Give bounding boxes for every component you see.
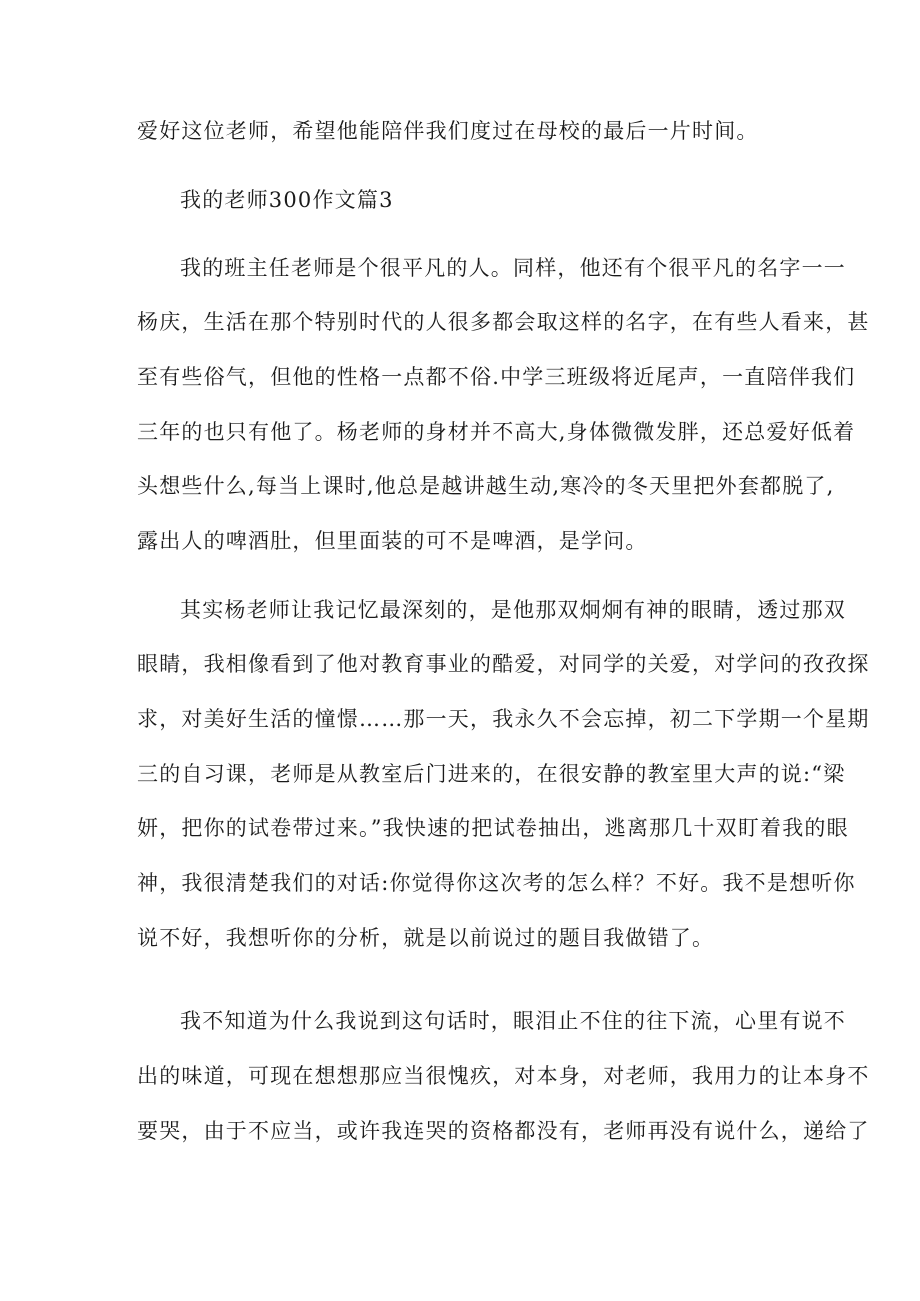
- text-line: 妍，把你的试卷带过来。”我快速的把试卷抽出，逃离那几十双盯着我的眼: [137, 816, 849, 840]
- text-line: 三年的也只有他了。杨老师的身材并不高大,身体微微发胖，还总爱好低着: [137, 420, 856, 444]
- text-line: 杨庆，生活在那个特别时代的人很多都会取这样的名字，在有些人看来，甚: [137, 310, 870, 334]
- text-line: 我不知道为什么我说到这句话时，眼泪止不住的往下流，心里有说不: [180, 1009, 846, 1033]
- text-line: 爱好这位老师，希望他能陪伴我们度过在母校的最后一片时间。: [137, 119, 759, 143]
- text-line: 露出人的啤酒肚，但里面装的可不是啤酒，是学问。: [137, 529, 648, 553]
- text-line: 至有些俗气，但他的性格一点都不俗.中学三班级将近尾声，一直陪伴我们: [137, 365, 856, 389]
- text-line: 三的自习课，老师是从教室后门进来的，在很安静的教室里大声的说:“梁: [137, 762, 846, 786]
- text-line: 眼睛，我相像看到了他对教育事业的酷爱，对同学的关爱，对学问的孜孜探: [137, 652, 870, 676]
- text-line: 我的班主任老师是个很平凡的人。同样，他还有个很平凡的名字一一: [180, 256, 846, 280]
- text-line: 出的味道，可现在想想那应当很愧疚，对本身，对老师，我用力的让本身不: [137, 1064, 870, 1088]
- text-line: 要哭，由于不应当，或许我连哭的资格都没有，老师再没有说什么，递给了: [137, 1119, 870, 1143]
- text-line: 神，我很清楚我们的对话:你觉得你这次考的怎么样？不好。我不是想听你: [137, 871, 856, 895]
- section-heading: 我的老师300作文篇3: [180, 188, 394, 212]
- text-line: 求，对美好生活的憧憬……那一天，我永久不会忘掉，初二下学期一个星期: [137, 707, 870, 731]
- text-line: 其实杨老师让我记忆最深刻的，是他那双炯炯有神的眼睛，透过那双: [180, 598, 846, 622]
- text-line: 头想些什么,每当上课时,他总是越讲越生动,寒冷的冬天里把外套都脱了,: [137, 474, 835, 498]
- text-line: 说不好，我想听你的分析，就是以前说过的题目我做错了。: [137, 926, 715, 950]
